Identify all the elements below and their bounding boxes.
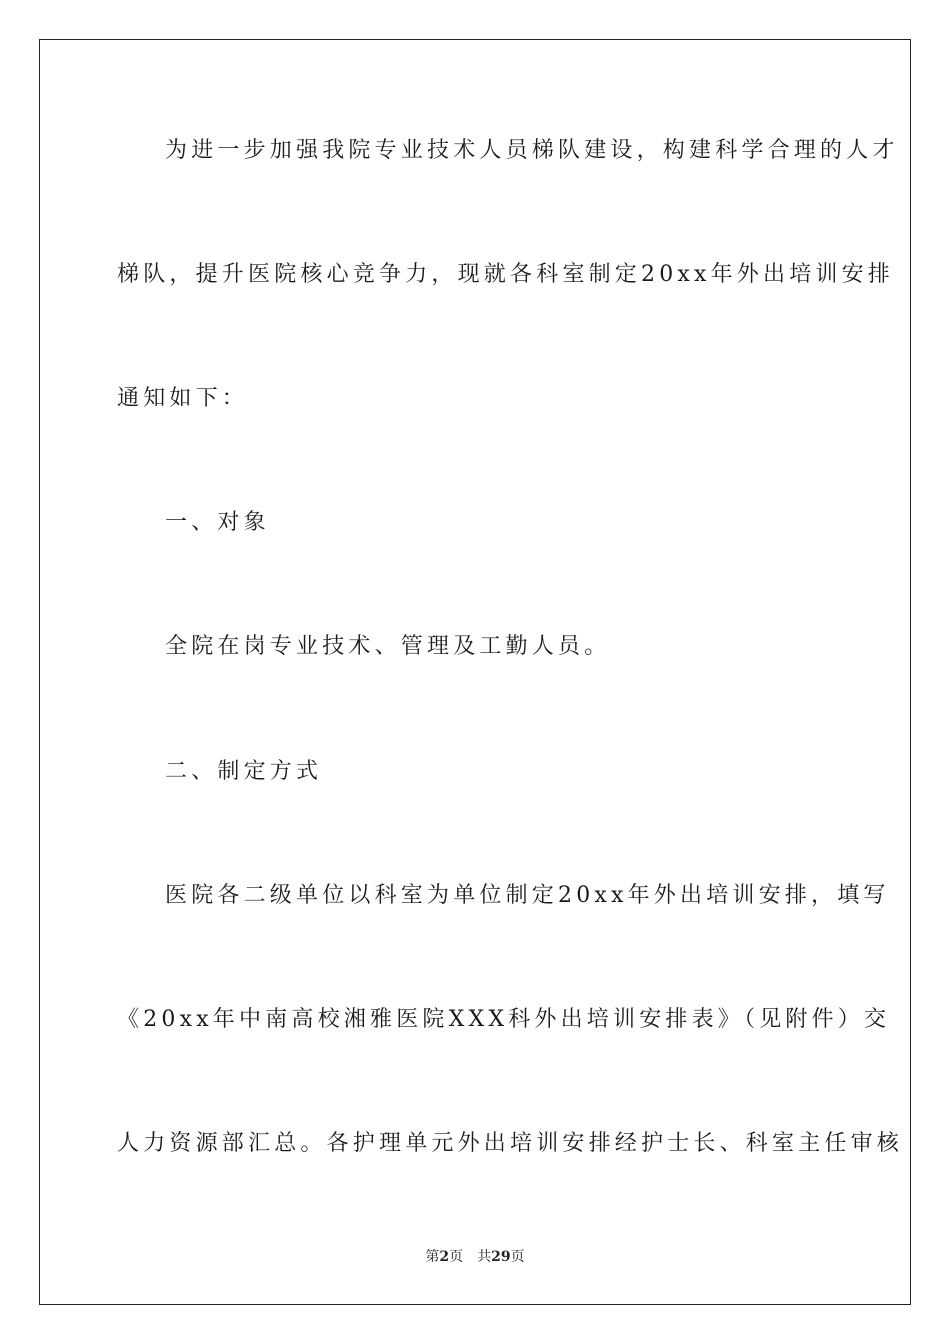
footer-total-suffix: 页 xyxy=(510,1249,525,1265)
footer-page-suffix: 页 xyxy=(449,1249,464,1265)
page-footer xyxy=(0,1248,950,1266)
section-heading-method: 二、制定方式 xyxy=(165,759,323,784)
body-line-5: 全院在岗专业技术、管理及工勤人员。 xyxy=(165,634,611,659)
body-line-9: 人力资源部汇总。各护理单元外出培训安排经护士长、科室主任审核 xyxy=(117,1131,904,1156)
body-line-1: 为进一步加强我院专业技术人员梯队建设，构建科学合理的人才 xyxy=(165,138,899,163)
body-line-8: 《20xx年中南高校湘雅医院XXX科外出培训安排表》（见附件）交 xyxy=(117,1007,891,1032)
footer-total-prefix: 共 xyxy=(477,1249,492,1265)
body-line-3: 通知如下： xyxy=(117,386,249,411)
page-border xyxy=(39,39,911,1305)
body-line-7: 医院各二级单位以科室为单位制定20xx年外出培训安排，填写 xyxy=(165,883,890,908)
footer-page-number: 2 xyxy=(439,1249,450,1265)
section-heading-target: 一、对象 xyxy=(165,510,270,535)
body-line-2: 梯队，提升医院核心竞争力，现就各科室制定20xx年外出培训安排 xyxy=(117,262,895,287)
footer-page-prefix: 第 xyxy=(425,1249,440,1265)
footer-total-pages: 29 xyxy=(491,1249,511,1265)
